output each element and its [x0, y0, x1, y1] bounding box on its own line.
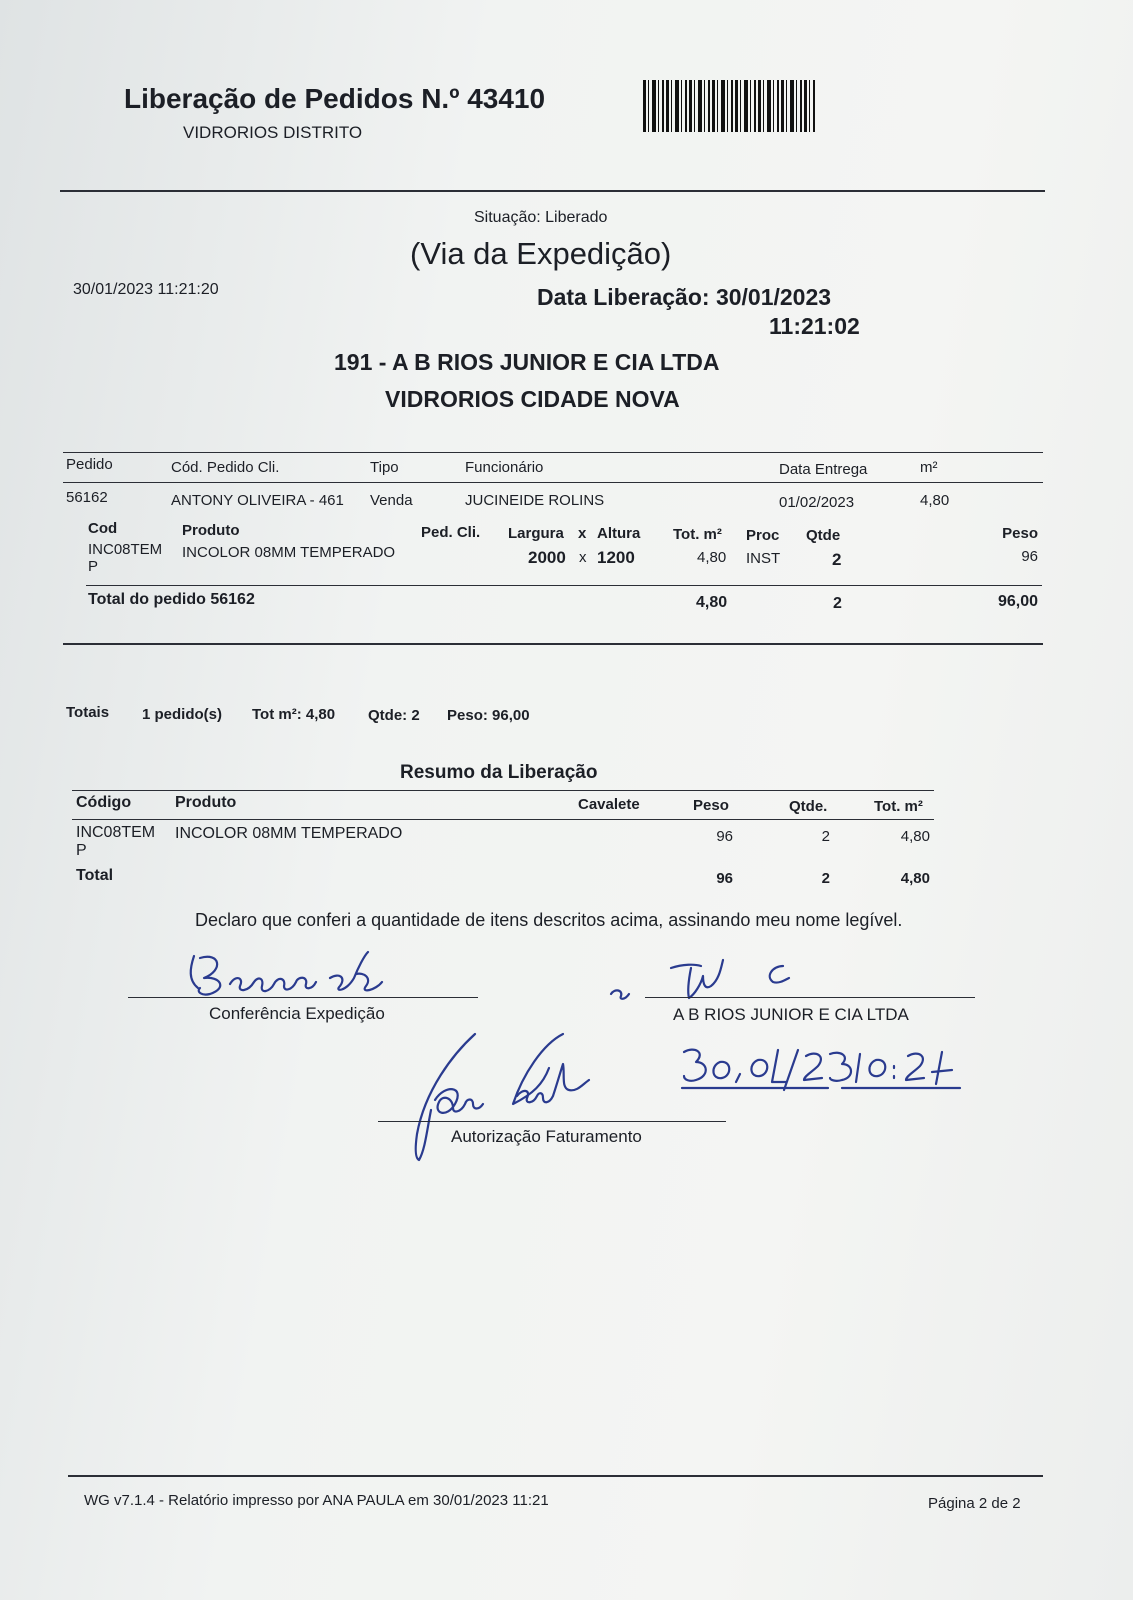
- order-tipo: Venda: [370, 492, 413, 509]
- summary-top-rule: [72, 790, 934, 791]
- item-qtde: 2: [832, 550, 842, 569]
- item-header-x: x: [578, 525, 587, 542]
- summary-codigo: INC08TEM: [76, 824, 156, 841]
- col-header-data-entrega: Data Entrega: [779, 461, 868, 478]
- barcode: [643, 80, 815, 132]
- item-header-ped-cli: Ped. Cli.: [421, 524, 481, 541]
- item-tot-m2: 4,80: [697, 549, 727, 566]
- release-date: Data Liberação: 30/01/2023: [537, 284, 832, 310]
- print-datetime: 30/01/2023 11:21:20: [73, 281, 219, 298]
- totals-label: Totais: [66, 704, 110, 721]
- footer-rule: [68, 1475, 1043, 1477]
- client-name: 191 - A B RIOS JUNIOR E CIA LTDA: [334, 349, 720, 375]
- summary-header-rule: [72, 819, 934, 820]
- order-total-peso: 96,00: [997, 593, 1038, 610]
- copy-label: (Via da Expedição): [410, 236, 672, 271]
- item-header-tot-m2: Tot. m²: [673, 526, 722, 543]
- col-header-m2: m²: [920, 459, 938, 476]
- order-table-top-rule: [63, 452, 1043, 453]
- col-header-funcionario: Funcionário: [465, 459, 544, 476]
- release-time: 11:21:02: [769, 313, 860, 339]
- company-signature-label: A B RIOS JUNIOR E CIA LTDA: [673, 1005, 909, 1024]
- header-divider: [60, 190, 1045, 192]
- order-total-qtde: 2: [833, 595, 842, 612]
- summary-total-peso: 96: [716, 870, 733, 887]
- summary-header-produto: Produto: [175, 794, 237, 811]
- item-header-largura: Largura: [508, 525, 564, 542]
- summary-produto: INCOLOR 08MM TEMPERADO: [175, 825, 403, 842]
- summary-total-tot-m2: 4,80: [900, 870, 930, 887]
- item-header-produto: Produto: [182, 522, 240, 539]
- status-label: Situação: Liberado: [474, 209, 608, 226]
- summary-total-qtde: 2: [821, 870, 830, 887]
- order-total-rule: [86, 585, 1042, 586]
- handwritten-date: [680, 1044, 970, 1094]
- totals-peso: Peso: 96,00: [447, 707, 530, 724]
- conferencia-label: Conferência Expedição: [209, 1004, 385, 1023]
- signature-line-company: [645, 997, 975, 998]
- summary-total-label: Total: [76, 867, 114, 884]
- col-header-tipo: Tipo: [370, 459, 399, 476]
- summary-codigo-cont: P: [76, 842, 87, 859]
- summary-header-codigo: Código: [76, 794, 132, 811]
- summary-header-cavalete: Cavalete: [578, 796, 640, 813]
- autorizacao-label: Autorização Faturamento: [451, 1127, 642, 1146]
- item-largura: 2000: [528, 548, 566, 567]
- signature-company: [605, 956, 805, 1006]
- order-total-m2: 4,80: [696, 594, 728, 611]
- item-x: x: [579, 549, 587, 566]
- item-proc: INST: [746, 550, 781, 567]
- totals-tot-m2: Tot m²: 4,80: [252, 706, 336, 723]
- summary-peso: 96: [716, 828, 733, 845]
- summary-header-peso: Peso: [693, 797, 729, 814]
- document-title: Liberação de Pedidos N.º 43410: [124, 83, 546, 114]
- summary-qtde: 2: [821, 828, 830, 845]
- summary-header-qtde: Qtde.: [789, 798, 828, 815]
- footer-printed-by: WG v7.1.4 - Relatório impresso por ANA PAULA em 30/01/2023 11:21: [84, 1492, 549, 1509]
- client-store: VIDRORIOS CIDADE NOVA: [385, 386, 680, 412]
- order-data-entrega: 01/02/2023: [779, 494, 855, 511]
- item-header-qtde: Qtde: [806, 527, 841, 544]
- item-header-altura: Altura: [597, 525, 641, 542]
- order-m2: 4,80: [920, 492, 950, 509]
- signature-line-conferencia: [128, 997, 478, 998]
- summary-title: Resumo da Liberação: [400, 762, 598, 783]
- issuer-name: VIDRORIOS DISTRITO: [183, 123, 363, 142]
- item-header-cod: Cod: [88, 520, 118, 537]
- signature-conferencia: [180, 948, 400, 1004]
- item-cod: INC08TEM: [88, 541, 163, 558]
- item-produto: INCOLOR 08MM TEMPERADO: [182, 544, 396, 561]
- order-table-bottom-rule: [63, 643, 1043, 645]
- totals-pedidos: 1 pedido(s): [142, 706, 223, 723]
- summary-tot-m2: 4,80: [900, 828, 930, 845]
- declaration-text: Declaro que conferi a quantidade de itens descritos acima, assinando meu nome legível.: [195, 910, 903, 930]
- footer-page-number: Página 2 de 2: [928, 1495, 1021, 1512]
- item-peso: 96: [1021, 548, 1038, 565]
- item-header-peso: Peso: [1002, 525, 1038, 542]
- order-pedido: 56162: [66, 489, 108, 506]
- item-cod-cont: P: [88, 558, 99, 575]
- order-cod-pedido-cli: ANTONY OLIVEIRA - 461: [171, 492, 344, 509]
- col-header-cod-pedido-cli: Cód. Pedido Cli.: [171, 459, 280, 476]
- item-altura: 1200: [597, 548, 635, 567]
- order-total-label: Total do pedido 56162: [88, 591, 255, 608]
- order-funcionario: JUCINEIDE ROLINS: [465, 492, 605, 509]
- col-header-pedido: Pedido: [66, 456, 113, 473]
- summary-header-tot-m2: Tot. m²: [874, 798, 923, 815]
- order-table-header-rule: [63, 482, 1043, 483]
- totals-qtde: Qtde: 2: [368, 707, 420, 724]
- item-header-proc: Proc: [746, 527, 780, 544]
- signature-line-autorizacao: [378, 1121, 726, 1122]
